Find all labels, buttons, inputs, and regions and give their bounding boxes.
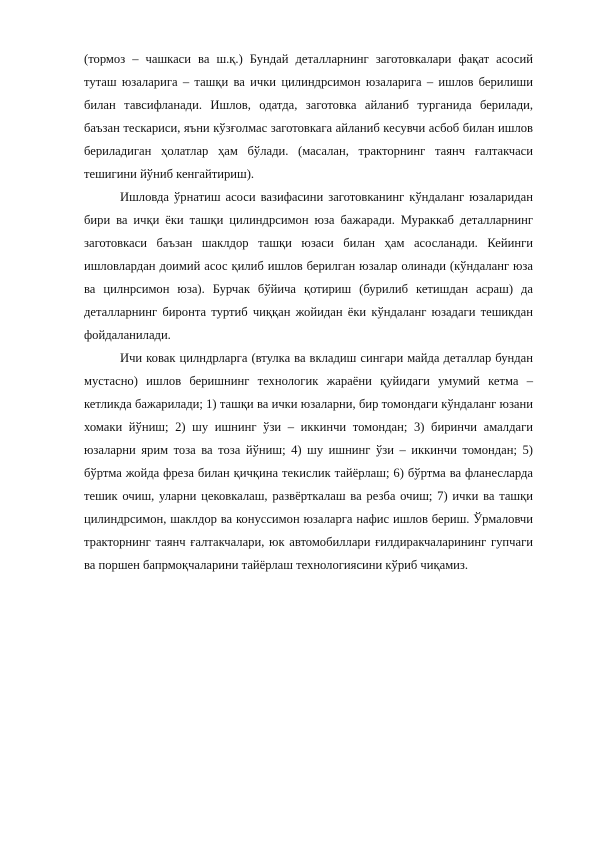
document-page — [84, 48, 533, 577]
paragraph-2: Ишловда ўрнатиш асоси вазифасини заготовканинг кўндаланг юзаларидан бири ва ичқи ёки ташқи цилиндрсимон юза бажаради. Мураккаб деталларнинг заготовкаси баъзан шаклдор ташқи юзаси билан ҳам асосланади. Кейинги ишловлардан доимий асос қилиб ишлов берилган юзалар олинади (кўндаланг юза ва цилнрсимон юза). Бурчак бўйича қотириш (бурилиб кетишдан асраш) да деталларнинг биронта туртиб чиққан жойидан ёки кўндаланг юзадаги тешикдан фойдаланилади. — [84, 190, 533, 342]
paragraph-1: (тормоз – чашкаси ва ш.қ.) Бундай деталларнинг заготовкалари фақат асосий туташ юзаларига – ташқи ва ички цилиндрсимон юзаларига – ишлов берилиши билан тавсифланади. Ишлов, одатда, заготовка айланиб турганида берилади, баъзан тескариси, яъни кўзғолмас заготовкага айланиб кесувчи асбоб билан ишлов бериладиган ҳолатлар ҳам бўлади. (масалан, тракторнинг таянч ғалтакчаси тешигини йўниб кенгайтириш). — [84, 52, 533, 181]
paragraph-3: Ичи ковак цилндрларга (втулка ва вкладиш сингари майда деталлар бундан мустасно) ишлов беришнинг технологик жараёни қуйидаги умумий кетма – кетликда бажарилади; 1) ташқи ва ички юзаларни, бир томондаги кўндаланг юзани хомаки йўниш; 2) шу ишнинг ўзи – иккинчи томондан; 3) биринчи амалдаги юзаларни ярим тоза ва тоза йўниш; 4) шу ишнинг ўзи – иккинчи томондан; 5) бўртма жойда фреза билан қичқина текислик тайёрлаш; 6) бўртма ва фланесларда тешик очиш, уларни цековкалаш, развёрткалаш ва резба очиш; 7) ички ва ташқи цилиндрсимон, шаклдор ва конуссимон юзаларга нафис ишлов бериш. Ўрмаловчи тракторнинг таянч ғалтакчалари, юк автомобиллари ғилдиракчаларининг гупчаги ва поршен бапрмоқчаларини тайёрлаш технологиясини кўриб чиқамиз. — [84, 351, 533, 572]
